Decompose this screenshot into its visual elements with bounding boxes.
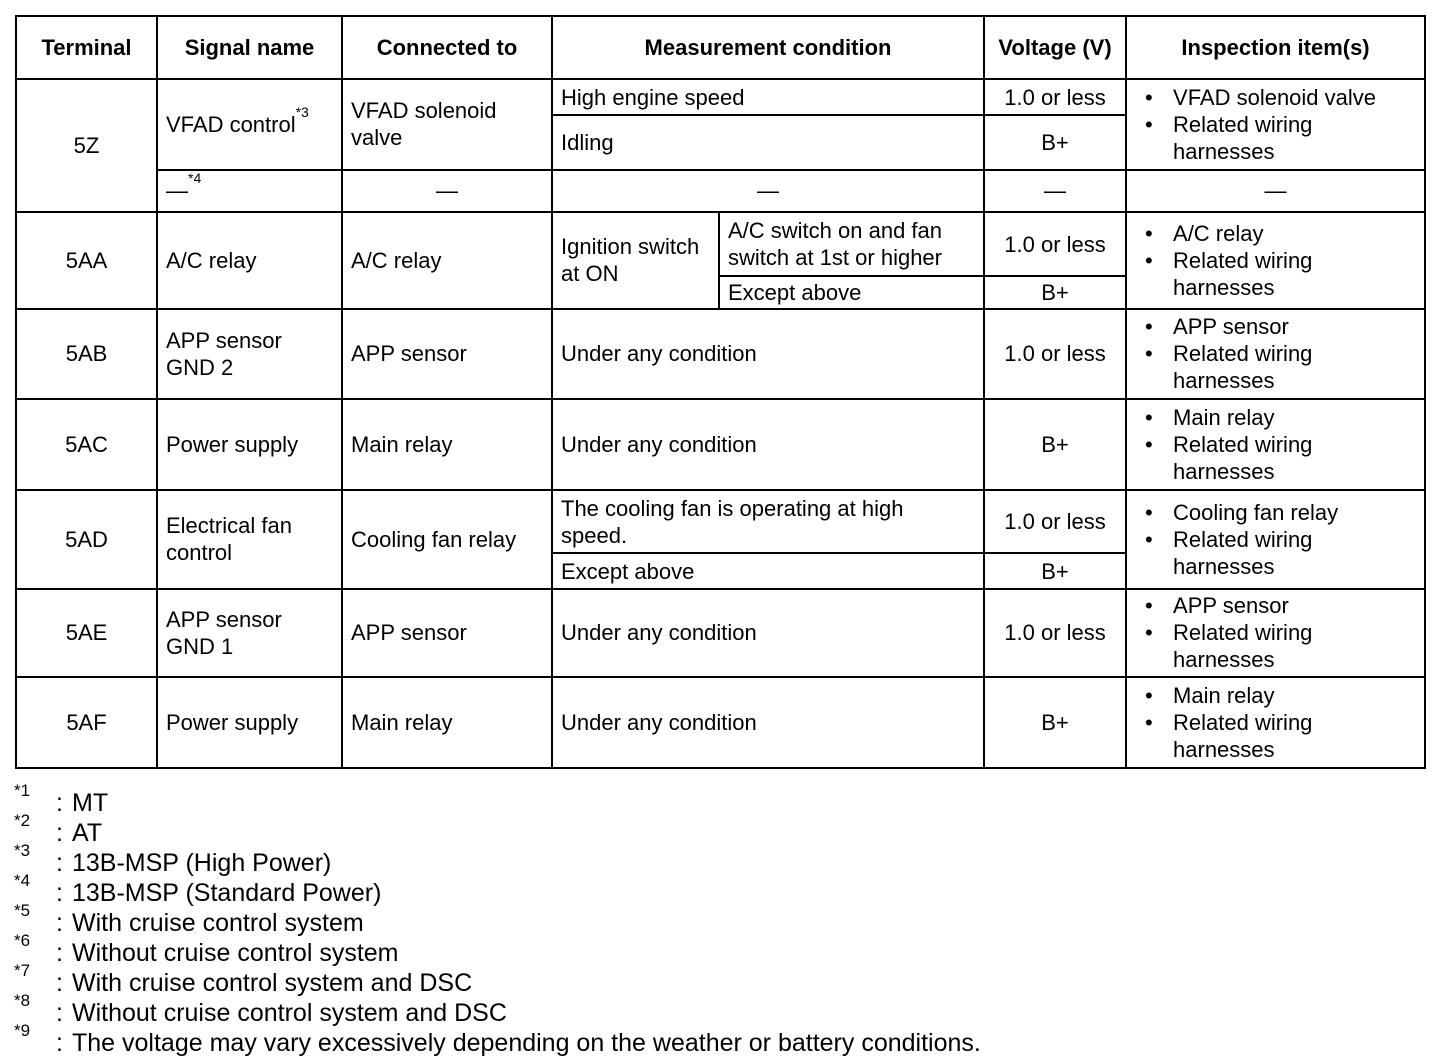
footnote: [14, 931, 1414, 968]
terminal-cell: 5AB: [16, 309, 157, 400]
header-signal-name: Signal name: [157, 16, 342, 79]
inspection-list: [1135, 682, 1416, 763]
signal-name: VFAD control: [166, 111, 296, 137]
footnote: [14, 961, 1414, 998]
signal-name-cell: [157, 170, 342, 212]
inspection-cell: [1126, 399, 1425, 490]
voltage-cell: 1.0 or less: [984, 79, 1126, 115]
condition-cell: Under any condition: [552, 309, 984, 400]
footnote: [14, 1021, 1414, 1058]
signal-name-cell: A/C relay: [157, 212, 342, 309]
header-inspection-items: Inspection item(s): [1126, 16, 1425, 79]
inspection-item: • Cooling fan relay: [1135, 499, 1416, 526]
voltage-cell: B+: [984, 553, 1126, 588]
voltage-cell: 1.0 or less: [984, 490, 1126, 553]
terminal-cell: 5AE: [16, 589, 157, 678]
table-row: [16, 212, 1425, 276]
terminal-voltage-table: [15, 15, 1426, 769]
footnote-separator: :: [56, 909, 63, 937]
footnote-separator: :: [56, 849, 63, 877]
condition-cell: Under any condition: [552, 399, 984, 490]
footnote-mark: *4: [14, 871, 31, 890]
table-row: [16, 309, 1425, 400]
terminal-cell: 5AD: [16, 490, 157, 589]
terminal-cell: 5AF: [16, 677, 157, 768]
inspection-list: [1135, 313, 1416, 394]
footnote-mark: *7: [14, 961, 31, 980]
connected-to-cell: APP sensor: [342, 309, 552, 400]
inspection-list: [1135, 84, 1416, 165]
table-row: [16, 490, 1425, 553]
inspection-item: • Main relay: [1135, 404, 1416, 431]
footnote-text: With cruise control system: [72, 909, 364, 937]
condition-cell: High engine speed: [552, 79, 984, 115]
signal-name-cell: Electrical fan control: [157, 490, 342, 589]
footnote-ref: *3: [295, 103, 309, 120]
voltage-cell: B+: [984, 677, 1126, 768]
connected-to-cell: APP sensor: [342, 589, 552, 678]
inspection-item: • APP sensor: [1135, 592, 1416, 619]
connected-to-cell: VFAD solenoid valve: [342, 79, 552, 170]
table-row: [16, 399, 1425, 490]
footnote: [14, 991, 1414, 1028]
footnote-text: 13B-MSP (Standard Power): [72, 879, 382, 907]
footnote-text: 13B-MSP (High Power): [72, 849, 332, 877]
inspection-cell: [1126, 589, 1425, 678]
inspection-item: • Related wiring harnesses: [1135, 340, 1416, 394]
footnote-separator: :: [56, 819, 63, 847]
footnote-text: With cruise control system and DSC: [72, 969, 473, 997]
inspection-list: [1135, 220, 1416, 301]
condition-cell: Idling: [552, 115, 984, 169]
condition-cell: —: [552, 170, 984, 212]
inspection-cell: [1126, 490, 1425, 589]
condition-cell: The cooling fan is operating at high speed.: [552, 490, 984, 553]
footnote: [14, 871, 1414, 908]
footnote-separator: :: [56, 1029, 63, 1057]
footnote-text: Without cruise control system and DSC: [72, 999, 507, 1027]
footnote-text: Without cruise control system: [72, 939, 399, 967]
footnote-mark: *6: [14, 931, 31, 950]
table-row: [16, 170, 1425, 212]
signal-name-cell: APP sensor GND 1: [157, 589, 342, 678]
table-row: [16, 79, 1425, 115]
voltage-cell: B+: [984, 115, 1126, 169]
table-row: [16, 589, 1425, 678]
voltage-cell: B+: [984, 399, 1126, 490]
condition-cell: Except above: [719, 276, 984, 308]
connected-to-cell: —: [342, 170, 552, 212]
connected-to-cell: A/C relay: [342, 212, 552, 309]
footnote: [14, 841, 1414, 878]
footnote-text: AT: [72, 819, 103, 847]
signal-name-cell: Power supply: [157, 399, 342, 490]
inspection-item: • Related wiring harnesses: [1135, 709, 1416, 763]
condition-main-cell: Ignition switch at ON: [552, 212, 719, 309]
signal-name-cell: Power supply: [157, 677, 342, 768]
voltage-cell: B+: [984, 276, 1126, 308]
footnotes: [14, 781, 1414, 1058]
inspection-cell: [1126, 212, 1425, 309]
footnote-ref: *4: [188, 170, 202, 187]
footnote-mark: *5: [14, 901, 31, 920]
inspection-cell: [1126, 677, 1425, 768]
condition-cell: Except above: [552, 553, 984, 588]
footnote-text: The voltage may vary excessively depending on the weather or battery conditions.: [72, 1029, 981, 1057]
inspection-list: [1135, 404, 1416, 485]
condition-cell: Under any condition: [552, 589, 984, 678]
inspection-item: • Main relay: [1135, 682, 1416, 709]
header-voltage: Voltage (V): [984, 16, 1126, 79]
condition-cell: Under any condition: [552, 677, 984, 768]
inspection-item: • Related wiring harnesses: [1135, 247, 1416, 301]
inspection-item: • Related wiring harnesses: [1135, 431, 1416, 485]
inspection-item: • Related wiring harnesses: [1135, 111, 1416, 165]
terminal-cell: 5AA: [16, 212, 157, 309]
footnote-text: MT: [72, 789, 109, 817]
signal-name-cell: [157, 79, 342, 170]
inspection-item: • APP sensor: [1135, 313, 1416, 340]
inspection-cell: [1126, 309, 1425, 400]
terminal-cell: 5AC: [16, 399, 157, 490]
footnote-separator: :: [56, 939, 63, 967]
inspection-item: • Related wiring harnesses: [1135, 526, 1416, 580]
connected-to-cell: Main relay: [342, 399, 552, 490]
footnote-separator: :: [56, 969, 63, 997]
footnote-mark: *2: [14, 811, 31, 830]
terminal-cell: 5Z: [16, 79, 157, 212]
inspection-item: • Related wiring harnesses: [1135, 619, 1416, 673]
connected-to-cell: Main relay: [342, 677, 552, 768]
footnote-separator: :: [56, 879, 63, 907]
header-measurement-condition: Measurement condition: [552, 16, 984, 79]
footnote-separator: :: [56, 789, 63, 817]
table-row: [16, 677, 1425, 768]
header-row: [16, 16, 1425, 79]
footnote-mark: *8: [14, 991, 31, 1010]
footnote-separator: :: [56, 999, 63, 1027]
inspection-item: • A/C relay: [1135, 220, 1416, 247]
voltage-cell: 1.0 or less: [984, 212, 1126, 276]
header-terminal: Terminal: [16, 16, 157, 79]
footnote: [14, 901, 1414, 938]
footnote: [14, 781, 1414, 818]
signal-name: —: [166, 178, 188, 204]
footnote-mark: *1: [14, 781, 31, 800]
voltage-cell: —: [984, 170, 1126, 212]
voltage-cell: 1.0 or less: [984, 589, 1126, 678]
voltage-cell: 1.0 or less: [984, 309, 1126, 400]
header-connected-to: Connected to: [342, 16, 552, 79]
inspection-list: [1135, 592, 1416, 673]
inspection-item: • VFAD solenoid valve: [1135, 84, 1416, 111]
inspection-cell: —: [1126, 170, 1425, 212]
signal-name-cell: APP sensor GND 2: [157, 309, 342, 400]
inspection-cell: [1126, 79, 1425, 170]
footnote-mark: *3: [14, 841, 31, 860]
footnote-mark: *9: [14, 1021, 31, 1040]
footnote: [14, 811, 1414, 848]
connected-to-cell: Cooling fan relay: [342, 490, 552, 589]
condition-cell: A/C switch on and fan switch at 1st or higher: [719, 212, 984, 276]
inspection-list: [1135, 499, 1416, 580]
